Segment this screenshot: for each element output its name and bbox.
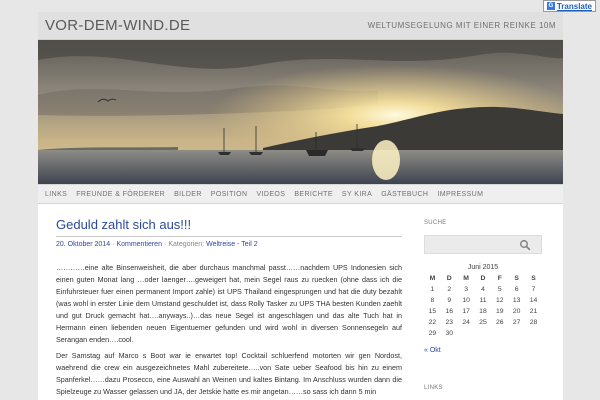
- page-container: [38, 12, 563, 400]
- calendar-day: 30: [445, 330, 454, 337]
- nav-item-freunde-foerderer[interactable]: FREUNDE & FÖRDERER: [76, 190, 166, 198]
- calendar-day: 21: [529, 308, 538, 315]
- search-widget-title: SUCHE: [424, 220, 447, 226]
- post-title[interactable]: Geduld zahlt sich aus!!!: [56, 217, 402, 237]
- nav-item-position[interactable]: POSITION: [210, 190, 248, 198]
- calendar-day: 12: [496, 297, 504, 304]
- calendar-day: 17: [462, 308, 470, 315]
- calendar-day: 3: [464, 286, 468, 293]
- calendar-day: 28: [529, 319, 538, 326]
- calendar-day: [508, 328, 525, 339]
- calendar-week-row: [424, 295, 542, 306]
- calendar-prev-month-link[interactable]: « Okt: [424, 347, 441, 354]
- header-banner-image: [38, 40, 563, 184]
- nav-item-bilder[interactable]: BILDER: [174, 190, 202, 198]
- calendar-day: 26: [496, 319, 504, 326]
- calendar-day: 11: [479, 297, 487, 304]
- weekday-label: D: [480, 275, 486, 282]
- calendar-day: 22: [428, 319, 437, 326]
- links-widget-title: LINKS: [424, 385, 443, 391]
- calendar-day: [475, 328, 492, 339]
- calendar-caption: Juni 2015: [467, 264, 499, 271]
- calendar-week-row: [424, 306, 542, 317]
- nav-item-sy-kira[interactable]: SY KIRA: [341, 190, 373, 198]
- meta-separator: ·: [112, 241, 115, 248]
- calendar-day: [458, 328, 475, 339]
- calendar-day: 29: [428, 330, 437, 337]
- weekday-label: D: [446, 275, 452, 282]
- post-paragraph: Der Samstag auf Marco s Boot war ie erwartet top! Cocktail schluerfend motorten wir gen Nordost, waehrend die crew ein ausgezeichnetes Mahl zubereitete…..von Sate ueber Seafood bis hin zu einem Spanferkel……dazu Prosecco, eine Auswahl an Weinen und kaltes Bintang. Im Anschluss wurden dann die Spielzeuge zu Wasser gelassen und JA, der Jetskie hatte es mir angetan……so sass ich dann 5 min: [56, 351, 402, 396]
- calendar-day: 16: [445, 308, 454, 315]
- category-link[interactable]: Weltreise - Teil 2: [206, 241, 258, 248]
- weekday-label: M: [429, 275, 436, 282]
- calendar-day: 13: [512, 297, 521, 304]
- calendar-day: 14: [529, 297, 538, 304]
- calendar-day: 19: [496, 308, 504, 315]
- main-navigation: [38, 184, 563, 204]
- calendar-day: 5: [497, 286, 502, 293]
- google-translate-icon: G: [548, 3, 554, 9]
- weekday-label: M: [463, 275, 469, 282]
- nav-item-berichte[interactable]: BERICHTE: [294, 190, 333, 198]
- search-input[interactable]: [425, 239, 515, 256]
- calendar-week-row: [424, 328, 542, 339]
- calendar-widget: [424, 264, 542, 357]
- weekday-label: S: [531, 275, 536, 282]
- calendar-weekday-row: [424, 273, 542, 284]
- site-description: WELTUMSEGELUNG MIT EINER REINKE 10M: [367, 21, 556, 30]
- sidebar: [424, 220, 544, 400]
- calendar-week-row: [424, 317, 542, 328]
- nav-item-impressum[interactable]: IMPRESSUM: [437, 190, 484, 198]
- calendar-day: 23: [445, 319, 454, 326]
- nav-item-videos[interactable]: VIDEOS: [256, 190, 286, 198]
- calendar-day: 6: [514, 286, 519, 293]
- calendar-day: 27: [512, 319, 521, 326]
- search-box: [424, 235, 542, 254]
- calendar-day: 1: [430, 286, 435, 293]
- calendar-day: 7: [531, 286, 536, 293]
- weekday-label: S: [514, 275, 519, 282]
- calendar-table: [424, 273, 542, 339]
- post-paragraph: …………eine alte Binsenweisheit, die aber durchaus manchmal passt……nachdem UPS Indonesien sich einen guten Monat lang …oder laenger….geweigert hat, mein Segel raus zu ruecken (ohne dass ich die Einfuhrsteuer fuer einen permanent Import zahle) ist UPS Thailand eingesprungen und hat die duty bezahlt (was wohl in erster Linie dem Umstand geschuldet ist, dass Rolly Tasker zu UPS THA besten Kunden zaehlt und gut Druck gemacht hat….anyways..)…das neue Segel ist angeschlagen und das alte Tuch hat in Hermann einen liebenden neuen Eigentuemer gefunden und wird wohl in diversen Sonnensegeln auf Serangan enden….cool.: [56, 263, 402, 344]
- calendar-week-row: [424, 284, 542, 295]
- post-meta: [56, 241, 402, 248]
- calendar-day: 2: [447, 286, 452, 293]
- site-header: [38, 12, 563, 40]
- nav-item-gaestebuch[interactable]: GÄSTEBUCH: [381, 190, 429, 198]
- weekday-label: F: [497, 275, 502, 282]
- calendar-day: 9: [447, 297, 452, 304]
- calendar-day: 25: [479, 319, 487, 326]
- meta-separator: ·: [163, 241, 167, 248]
- translate-button[interactable]: [543, 0, 596, 12]
- post-date[interactable]: 20. Oktober 2014: [56, 241, 111, 248]
- post-content: [56, 217, 402, 400]
- calendar-day: [525, 328, 542, 339]
- calendar-day: [491, 328, 508, 339]
- post-body: [56, 262, 402, 398]
- calendar-day: 15: [428, 308, 437, 315]
- nav-item-links[interactable]: LINKS: [45, 190, 68, 198]
- translate-label: Translate: [556, 1, 592, 11]
- search-icon[interactable]: [519, 239, 531, 251]
- categories-label: Kategorien:: [168, 241, 205, 248]
- calendar-day: 18: [479, 308, 487, 315]
- site-title[interactable]: VOR-DEM-WIND.DE: [45, 17, 191, 34]
- calendar-day: 20: [512, 308, 521, 315]
- calendar-day: 8: [430, 297, 435, 304]
- calendar-day: 4: [481, 286, 485, 293]
- comments-link[interactable]: Kommentieren: [116, 241, 162, 248]
- calendar-day: 10: [462, 297, 470, 304]
- calendar-day: 24: [462, 319, 470, 326]
